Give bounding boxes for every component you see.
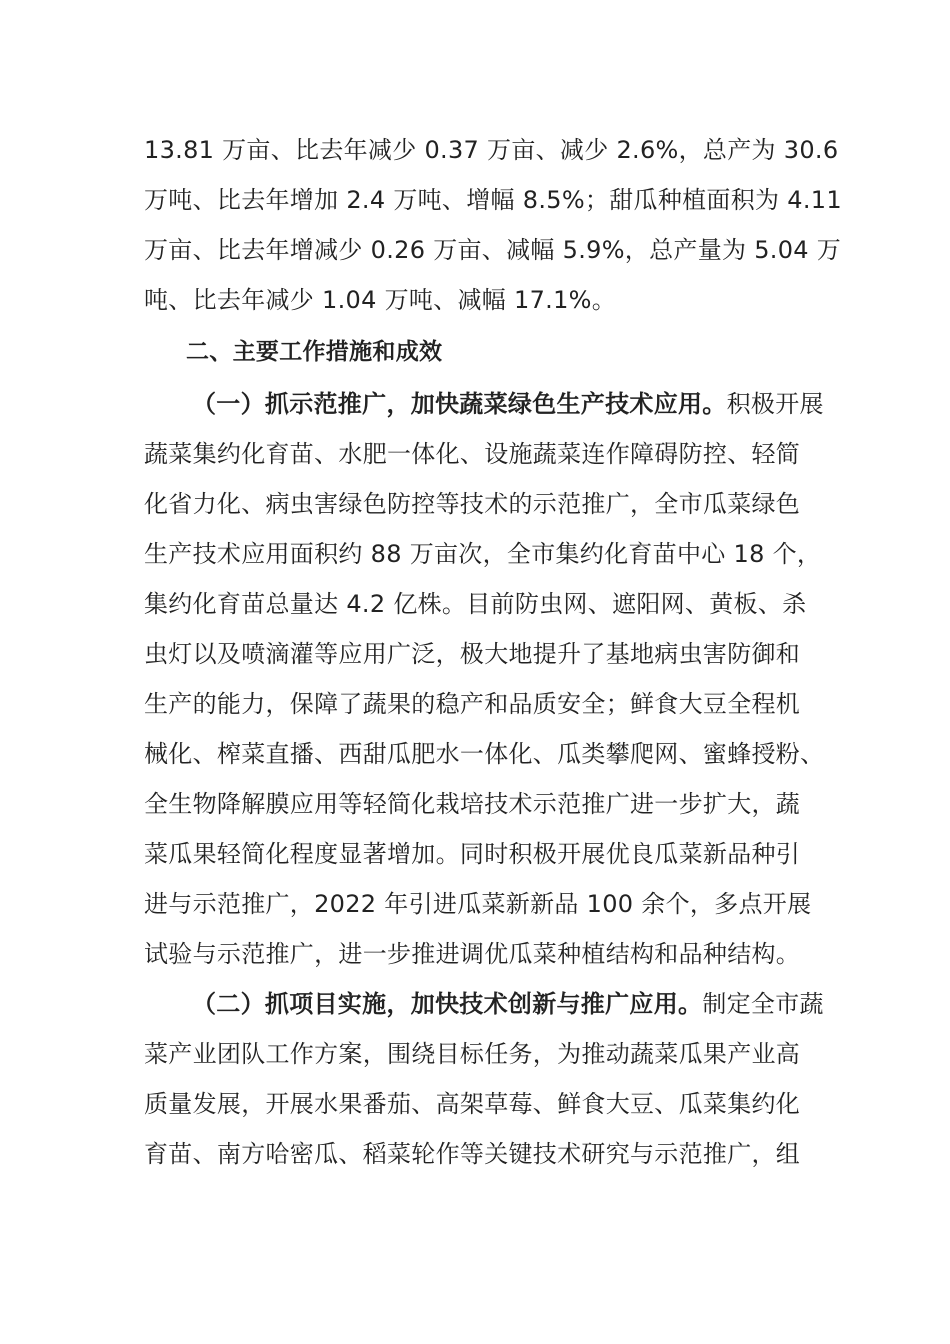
subsection-first-line	[192, 389, 824, 419]
paragraph-line: 13.81 万亩、比去年减少 0.37 万亩、减少 2.6%，总产为 30.6	[144, 136, 839, 164]
paragraph-line: 生产技术应用面积约 88 万亩次，全市集约化育苗中心 18 个，	[144, 540, 822, 568]
paragraph-line: 菜瓜果轻简化程度显著增加。同时积极开展优良瓜菜新品种引	[144, 840, 801, 868]
subsection-first-line	[192, 989, 824, 1019]
paragraph-line: 械化、榨菜直播、西甜瓜肥水一体化、瓜类攀爬网、蜜蜂授粉、	[144, 740, 825, 768]
subsection-title: （一）抓示范推广，加快蔬菜绿色生产技术应用。	[192, 390, 727, 418]
paragraph-line: 全生物降解膜应用等轻简化栽培技术示范推广进一步扩大，蔬	[144, 790, 801, 818]
paragraph-line: 化省力化、病虫害绿色防控等技术的示范推广，全市瓜菜绿色	[144, 490, 801, 518]
subsection-text: 制定全市蔬	[702, 990, 824, 1018]
paragraph-line: 菜产业团队工作方案，围绕目标任务，为推动蔬菜瓜果产业高	[144, 1040, 801, 1068]
paragraph-line: 蔬菜集约化育苗、水肥一体化、设施蔬菜连作障碍防控、轻简	[144, 440, 801, 468]
paragraph-line: 质量发展，开展水果番茄、高架草莓、鲜食大豆、瓜菜集约化	[144, 1090, 801, 1118]
paragraph-line: 进与示范推广，2022 年引进瓜菜新新品 100 余个，多点开展	[144, 890, 812, 918]
paragraph-line: 虫灯以及喷滴灌等应用广泛，极大地提升了基地病虫害防御和	[144, 640, 801, 668]
paragraph-line: 生产的能力，保障了蔬果的稳产和品质安全；鲜食大豆全程机	[144, 690, 801, 718]
paragraph-line: 试验与示范推广，进一步推进调优瓜菜种植结构和品种结构。	[144, 940, 801, 968]
paragraph-line: 吨、比去年减少 1.04 万吨、减幅 17.1%。	[144, 286, 617, 314]
paragraph-line: 集约化育苗总量达 4.2 亿株。目前防虫网、遮阳网、黄板、杀	[144, 590, 807, 618]
subsection-text: 积极开展	[726, 390, 824, 418]
paragraph-line: 万亩、比去年增减少 0.26 万亩、减幅 5.9%，总产量为 5.04 万	[144, 236, 842, 264]
paragraph-line: 育苗、南方哈密瓜、稻菜轮作等关键技术研究与示范推广，组	[144, 1140, 801, 1168]
paragraph-line: 万吨、比去年增加 2.4 万吨、增幅 8.5%；甜瓜种植面积为 4.11	[144, 186, 842, 214]
section-heading: 二、主要工作措施和成效	[186, 339, 443, 365]
subsection-title: （二）抓项目实施，加快技术创新与推广应用。	[192, 990, 703, 1018]
